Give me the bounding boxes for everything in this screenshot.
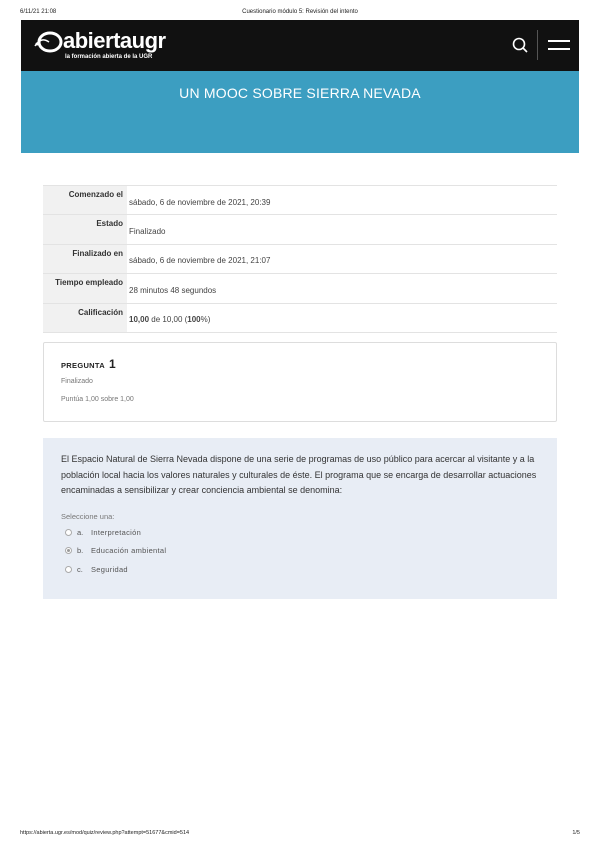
grade-percent: 100 xyxy=(187,315,201,325)
answer-letter: a. xyxy=(77,528,84,537)
table-row xyxy=(43,215,557,244)
summary-value: 28 minutos 48 segundos xyxy=(129,285,217,295)
nav-divider xyxy=(537,30,538,60)
table-row xyxy=(43,186,557,215)
radio-button[interactable] xyxy=(65,566,72,573)
table-row xyxy=(43,244,557,273)
answer-letter: c. xyxy=(77,565,83,574)
table-row xyxy=(43,274,557,303)
question-info-box xyxy=(43,342,557,422)
logo-text: abiertaugr xyxy=(63,28,166,53)
course-title: UN MOOC SOBRE SIERRA NEVADA xyxy=(179,85,421,101)
question-text: El Espacio Natural de Sierra Nevada dispone de una serie de programas de uso público para acercar al visitante y a la población local hacia los valores naturales y culturales de éste. El programa que se encarga de desarrollar actuaciones encaminadas a sensibilizar y crear conciencia ambiental se denomina: xyxy=(61,454,537,495)
question-number xyxy=(61,357,116,371)
print-url: https://abierta.ugr.es/mod/quiz/review.php?attempt=51677&cmid=514 xyxy=(20,830,190,836)
search-icon[interactable] xyxy=(511,36,529,54)
question-content xyxy=(43,438,557,599)
print-timestamp: 6/11/21 21:08 xyxy=(20,9,57,15)
grade-value xyxy=(127,303,557,332)
table-row xyxy=(43,303,557,332)
print-page-number: 1/5 xyxy=(572,830,580,836)
print-header xyxy=(0,9,600,19)
grade-of: de 10,00 ( xyxy=(149,315,188,325)
summary-label: Finalizado en xyxy=(43,244,127,273)
answer-text: Educación ambiental xyxy=(91,546,167,555)
grade-score: 10,00 xyxy=(129,315,150,325)
radio-button[interactable] xyxy=(65,529,72,536)
answer-letter: b. xyxy=(77,546,84,555)
summary-label: Comenzado el xyxy=(43,186,127,215)
grade-end: %) xyxy=(200,315,211,325)
logo-swirl-icon xyxy=(33,30,63,54)
summary-label: Calificación xyxy=(43,303,127,332)
site-logo[interactable] xyxy=(33,28,183,66)
summary-value: sábado, 6 de noviembre de 2021, 21:07 xyxy=(129,256,271,266)
summary-value: sábado, 6 de noviembre de 2021, 20:39 xyxy=(129,197,271,207)
question-state: Finalizado xyxy=(61,378,93,385)
print-footer xyxy=(0,830,600,840)
summary-value: Finalizado xyxy=(129,227,166,237)
print-title: Cuestionario módulo 5: Revisión del intento xyxy=(242,9,358,15)
question-grade: Puntúa 1,00 sobre 1,00 xyxy=(61,396,134,403)
attempt-summary-table xyxy=(43,185,557,333)
radio-button-selected[interactable] xyxy=(65,547,72,554)
logo-tagline: la formación abierta de la UGR xyxy=(65,54,153,60)
question-num: 1 xyxy=(109,357,117,371)
summary-label: Estado xyxy=(43,215,127,244)
summary-label: Tiempo empleado xyxy=(43,274,127,303)
answer-prompt: Seleccione una: xyxy=(61,512,115,521)
answer-text: Seguridad xyxy=(91,565,128,574)
course-banner xyxy=(21,71,579,153)
answer-text: Interpretación xyxy=(91,528,142,537)
navbar xyxy=(21,20,579,71)
hamburger-menu-icon[interactable] xyxy=(548,38,570,52)
question-prefix: PREGUNTA xyxy=(61,361,105,370)
